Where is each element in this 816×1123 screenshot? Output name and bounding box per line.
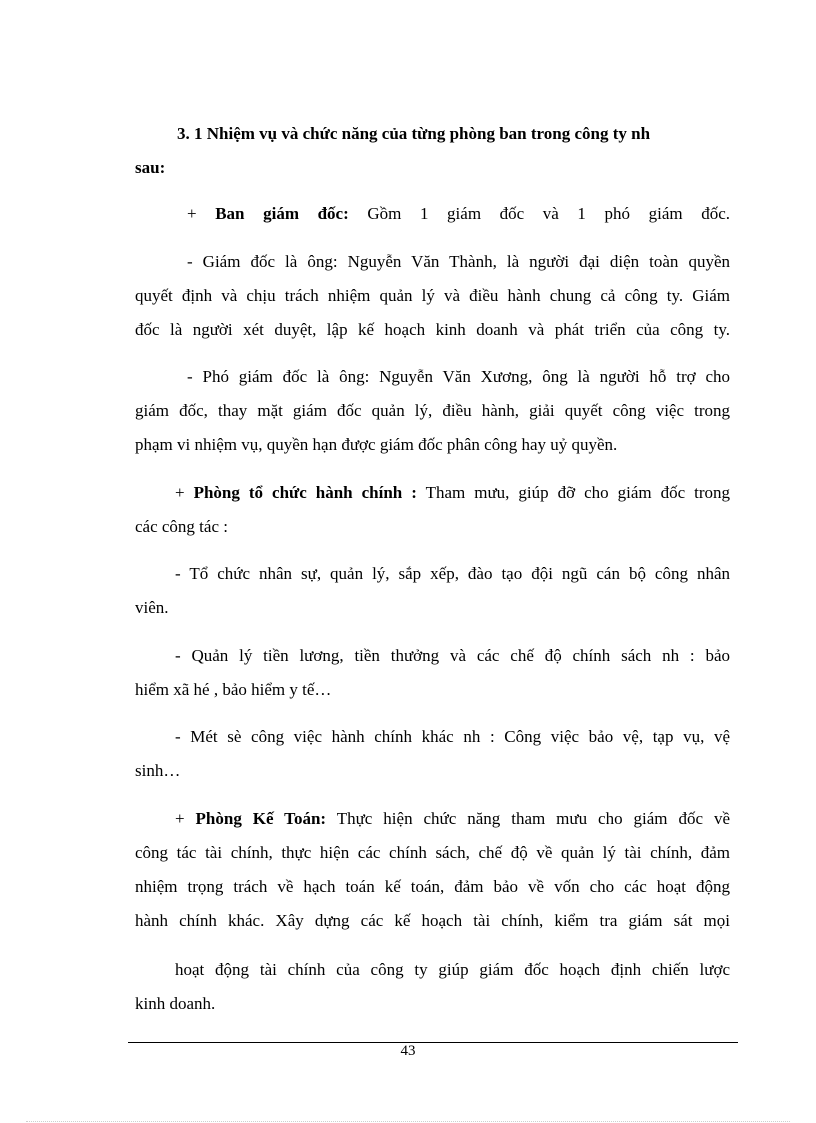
admin-task-3-line-1: - Mét sè công việc hành chính khác nh : Công việc bảo vệ, tạp vụ, vệ [175, 727, 730, 746]
page-bottom-dotted-border [26, 1121, 790, 1122]
bullet-plus: + [175, 483, 185, 502]
text-admin-dept: Tham mưu, giúp đỡ cho giám đốc trong [416, 483, 731, 502]
label-board-of-directors: Ban giám đốc: [215, 204, 349, 223]
text-board-of-directors: Gồm 1 giám đốc và 1 phó giám đốc. [348, 204, 731, 223]
paragraph-board-of-directors [187, 204, 730, 224]
text-accounting-dept: Thực hiện chức năng tham mưu cho giám đốc về [326, 809, 731, 828]
accounting-dept-line-4: hành chính khác. Xây dựng các kế hoạch tài chính, kiểm tra giám sát mọi [135, 911, 730, 930]
accounting-dept-line-2: công tác tài chính, thực hiện các chính sách, chế độ về quản lý tài chính, đảm [135, 843, 730, 862]
deputy-director-line-3: phạm vi nhiệm vụ, quyền hạn được giám đốc phân công hay uỷ quyền. [135, 435, 618, 454]
label-accounting-dept: Phòng Kế Toán: [195, 809, 327, 828]
deputy-director-line-2: giám đốc, thay mặt giám đốc quản lý, điều hành, giải quyết công việc trong [135, 401, 730, 420]
section-heading-line-1: 3. 1 Nhiệm vụ và chức năng của từng phòng ban trong công ty nh [177, 124, 651, 143]
director-line-1: - Giám đốc là ông: Nguyễn Văn Thành, là người đại diện toàn quyền [187, 252, 730, 271]
page-number: 43 [400, 1043, 416, 1059]
accounting-dept-line-3: nhiệm trọng trách về hạch toán kế toán, đảm bảo về vốn cho các hoạt động [135, 877, 730, 896]
accounting-dept-line-5: hoạt động tài chính của công ty giúp giám đốc hoạch định chiến lược [175, 960, 730, 979]
admin-task-1-line-1: - Tổ chức nhân sự, quản lý, sắp xếp, đào tạo đội ngũ cán bộ công nhân [175, 564, 730, 583]
admin-task-2-line-2: hiểm xã hé , bảo hiểm y tế… [135, 680, 332, 699]
admin-dept-line-2: các công tác : [135, 517, 228, 536]
admin-dept-line-1 [175, 483, 730, 503]
accounting-dept-line-6: kinh doanh. [135, 994, 216, 1013]
admin-task-2-line-1: - Quản lý tiền lương, tiền thưởng và các chế độ chính sách nh : bảo [175, 646, 730, 665]
label-admin-dept: Phòng tổ chức hành chính : [193, 483, 417, 502]
deputy-director-line-1: - Phó giám đốc là ông: Nguyễn Văn Xương, ông là người hỗ trợ cho [187, 367, 730, 386]
director-line-2: quyết định và chịu trách nhiệm quản lý và điều hành chung cả công ty. Giám [135, 286, 730, 305]
director-line-3: đốc là người xét duyệt, lập kế hoạch kinh doanh và phát triển của công ty. [135, 320, 730, 339]
admin-task-1-line-2: viên. [135, 598, 169, 617]
bullet-plus: + [175, 809, 185, 828]
bullet-plus: + [187, 204, 197, 223]
section-heading-line-2: sau: [135, 158, 166, 177]
accounting-dept-line-1 [175, 809, 730, 829]
admin-task-3-line-2: sinh… [135, 761, 181, 780]
